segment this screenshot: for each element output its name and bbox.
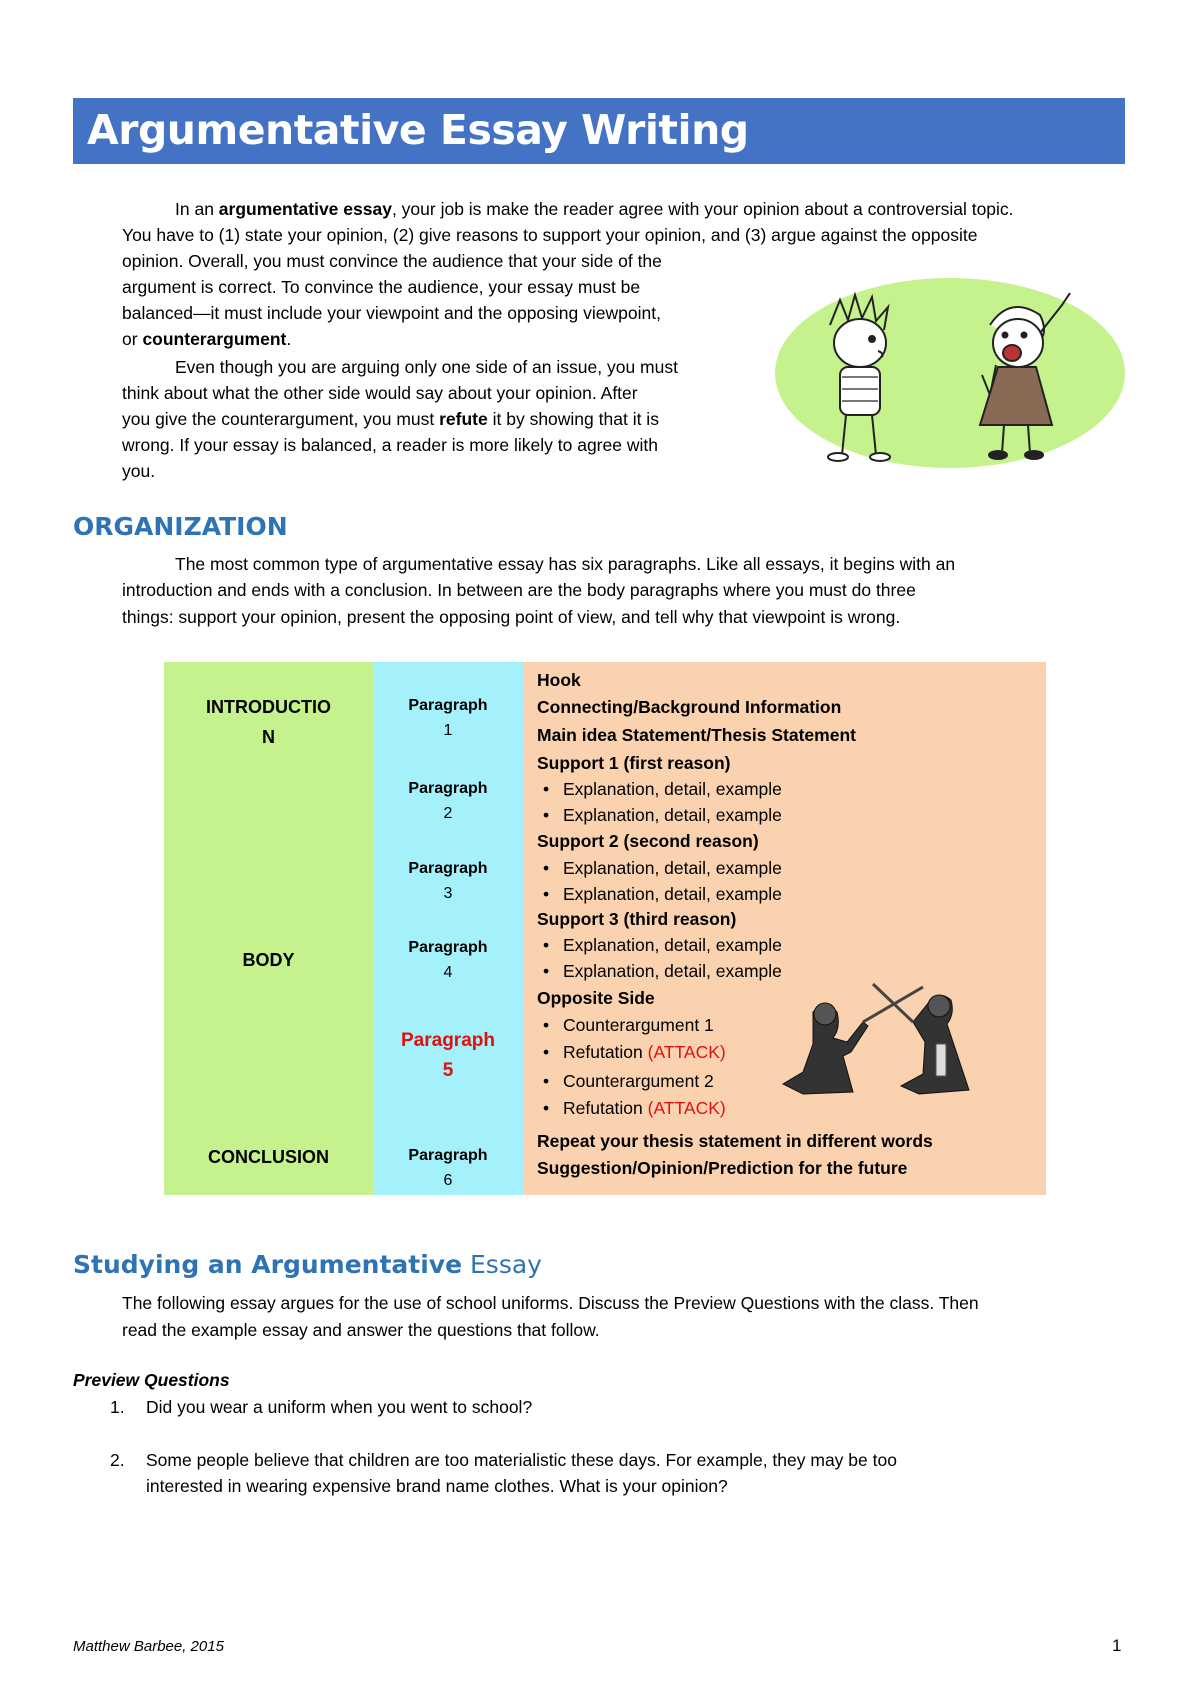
essay-structure-table xyxy=(164,662,1046,1195)
opposite-side-text: Opposite Side xyxy=(537,988,655,1008)
bullet-item: • Explanation, detail, example xyxy=(543,855,782,881)
question-text: interested in wearing expensive brand name clothes. What is your opinion? xyxy=(146,1476,728,1496)
organization-heading: ORGANIZATION xyxy=(73,512,288,541)
title-bar xyxy=(73,98,1125,164)
connecting-text: Connecting/Background Information xyxy=(537,697,842,717)
section-introduction: INTRODUCTIO N xyxy=(206,697,331,747)
bullet-item: • Refutation (ATTACK) xyxy=(543,1095,726,1121)
intro-line: wrong. If your essay is balanced, a reader is more likely to agree with xyxy=(122,435,658,455)
bullet-item: • Explanation, detail, example xyxy=(543,881,782,907)
intro-line: In an argumentative essay, your job is make the reader agree with your opinion about a controversial topic. xyxy=(175,199,1014,219)
footer-author: Matthew Barbee, 2015 xyxy=(73,1638,224,1655)
studying-line: read the example essay and answer the questions that follow. xyxy=(122,1320,600,1340)
page-title: Argumentative Essay Writing xyxy=(87,106,749,154)
intro-line: balanced—it must include your viewpoint and the opposing viewpoint, xyxy=(122,303,661,323)
intro-line: you. xyxy=(122,461,156,481)
paragraph-label: Paragraph 3 xyxy=(408,860,488,902)
intro-line: Even though you are arguing only one side of an issue, you must xyxy=(175,357,678,377)
section-body: BODY xyxy=(242,950,295,970)
bullet-item: • Explanation, detail, example xyxy=(543,802,782,828)
page-number: 1 xyxy=(1112,1636,1122,1655)
intro-line: you give the counterargument, you must refute it by showing that it is xyxy=(122,409,659,429)
intro-line: opinion. Overall, you must convince the audience that your side of the xyxy=(122,251,662,271)
suggestion-text: Suggestion/Opinion/Prediction for the future xyxy=(537,1158,908,1178)
support-1-text: Support 1 (first reason) xyxy=(537,753,731,773)
support-3-text: Support 3 (third reason) xyxy=(537,909,737,929)
intro-line: or counterargument. xyxy=(122,329,292,349)
preview-questions-heading: Preview Questions xyxy=(73,1370,230,1390)
bullet-item: • Counterargument 1 xyxy=(543,1012,714,1038)
arguing-kids-illustration xyxy=(800,285,1110,465)
organization-line: The most common type of argumentative essay has six paragraphs. Like all essays, it begins with an xyxy=(175,554,956,574)
support-2-text: Support 2 (second reason) xyxy=(537,831,759,851)
paragraph-label: Paragraph 1 xyxy=(408,697,488,739)
studying-heading: Studying an Argumentative Essay xyxy=(73,1250,542,1279)
intro-line: argument is correct. To convince the audience, your essay must be xyxy=(122,277,641,297)
repeat-thesis-text: Repeat your thesis statement in different words xyxy=(537,1131,933,1151)
question-number: 2. xyxy=(110,1450,125,1470)
bullet-item: • Explanation, detail, example xyxy=(543,776,782,802)
question-number: 1. xyxy=(110,1397,125,1417)
question-text: Did you wear a uniform when you went to school? xyxy=(146,1397,533,1417)
paragraph-label: Paragraph 4 xyxy=(408,939,488,981)
kendo-fighters-illustration xyxy=(773,982,1013,1112)
question-text: Some people believe that children are too materialistic these days. For example, they may be too xyxy=(146,1450,897,1470)
bullet-item: • Refutation (ATTACK) xyxy=(543,1039,726,1065)
paragraph-label: Paragraph 6 xyxy=(408,1147,488,1189)
intro-line: think about what the other side would say about your opinion. After xyxy=(122,383,638,403)
studying-line: The following essay argues for the use of school uniforms. Discuss the Preview Questions with the class. Then xyxy=(122,1293,979,1313)
content-cell xyxy=(523,662,1046,1195)
organization-line: introduction and ends with a conclusion. In between are the body paragraphs where you must do three xyxy=(122,580,916,600)
paragraph-label: Paragraph 2 xyxy=(408,780,488,822)
hook-text: Hook xyxy=(537,670,581,690)
bullet-item: • Counterargument 2 xyxy=(543,1068,714,1094)
section-conclusion: CONCLUSION xyxy=(208,1147,329,1167)
bullet-item: • Explanation, detail, example xyxy=(543,932,782,958)
organization-line: things: support your opinion, present the opposing point of view, and tell why that viewpoint is wrong. xyxy=(122,607,901,627)
bullet-item: • Explanation, detail, example xyxy=(543,958,782,984)
intro-line: You have to (1) state your opinion, (2) give reasons to support your opinion, and (3) argue against the opposite xyxy=(122,225,978,245)
paragraph-label-highlighted: Paragraph 5 xyxy=(401,1030,495,1081)
main-idea-text: Main idea Statement/Thesis Statement xyxy=(537,725,856,745)
